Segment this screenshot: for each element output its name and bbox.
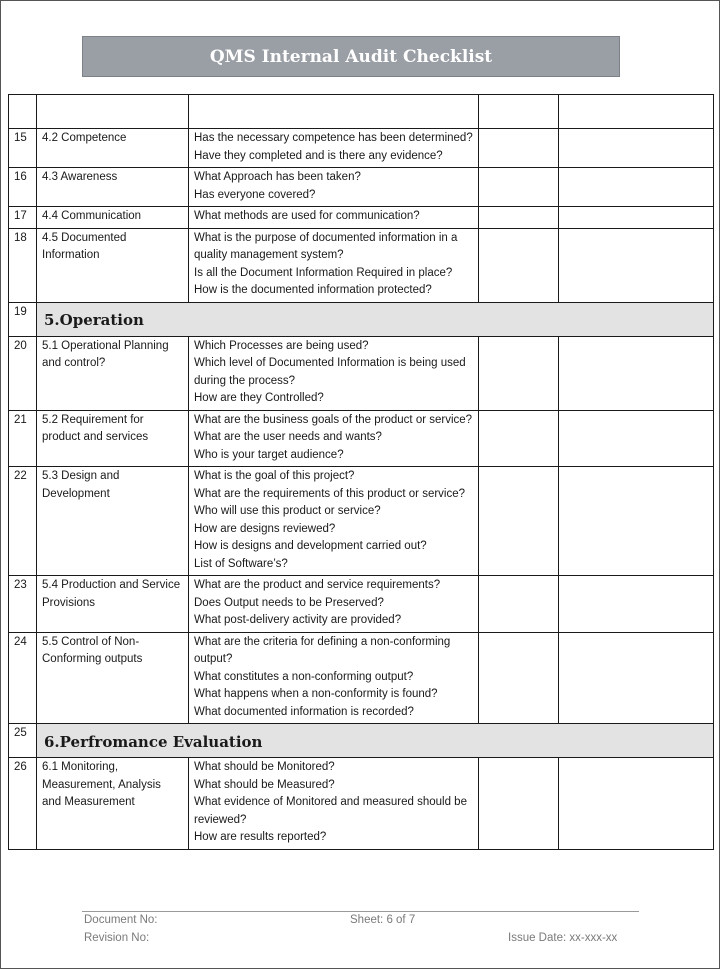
remarks-cell (559, 228, 714, 302)
remarks-cell (559, 410, 714, 467)
audit-question: How are they Controlled? (194, 392, 324, 404)
questions-cell (189, 129, 479, 168)
audit-question: What constitutes a non-conforming output? (194, 670, 414, 683)
remarks-cell (559, 336, 714, 410)
document-number-label: Document No: (84, 914, 158, 926)
evidence-cell (479, 467, 559, 576)
clause-cell: 5.5 Control of Non-Conforming outputs (37, 632, 189, 724)
clause-cell: 5.3 Design and Development (37, 467, 189, 576)
header-cell (37, 95, 189, 129)
remarks-cell (559, 467, 714, 576)
row-number: 19 (9, 302, 37, 336)
clause-cell: 6.1 Monitoring, Measurement, Analysis and Measurement (37, 758, 189, 850)
table-row (9, 467, 714, 576)
audit-question: Is all the Document Information Required in place? (194, 266, 453, 279)
audit-question: How are results reported? (194, 831, 327, 843)
clause-cell: 5.1 Operational Planning and control? (37, 336, 189, 410)
audit-question: Who will use this product or service? (194, 505, 381, 517)
audit-question: What are the user needs and wants? (194, 431, 382, 443)
remarks-cell (559, 632, 714, 724)
header-cell (189, 95, 479, 129)
clause-cell: 4.5 Documented Information (37, 228, 189, 302)
audit-question: What methods are used for communication? (194, 210, 420, 222)
row-number: 25 (9, 724, 37, 758)
audit-question: What is the purpose of documented information in a quality management system? (194, 231, 458, 261)
audit-question: Does Output needs to be Preserved? (194, 596, 384, 609)
evidence-cell (479, 228, 559, 302)
section-title: 5.Operation (37, 302, 714, 336)
row-number: 23 (9, 576, 37, 633)
clause-cell: 5.4 Production and Service Provisions (37, 576, 189, 633)
clause-cell: 4.3 Awareness (37, 168, 189, 207)
clause-cell: 5.2 Requirement for product and services (37, 410, 189, 467)
table-row (9, 168, 714, 207)
row-number: 15 (9, 129, 37, 168)
audit-question: What Approach has been taken? (194, 171, 361, 183)
audit-question: Has everyone covered? (194, 188, 316, 201)
questions-cell (189, 758, 479, 850)
audit-checklist-table (8, 94, 714, 850)
audit-question: What documented information is recorded? (194, 705, 414, 718)
evidence-cell (479, 632, 559, 724)
audit-question: What is the goal of this project? (194, 470, 355, 482)
header-cell (479, 95, 559, 129)
row-number: 17 (9, 207, 37, 229)
audit-question: How is designs and development carried out? (194, 540, 427, 552)
audit-question: How is the documented information protected? (194, 284, 432, 296)
questions-cell (189, 576, 479, 633)
remarks-cell (559, 758, 714, 850)
row-number: 21 (9, 410, 37, 467)
audit-question: What should be Monitored? (194, 761, 335, 773)
audit-table-body (9, 95, 714, 850)
table-row (9, 228, 714, 302)
questions-cell (189, 410, 479, 467)
clause-cell: 4.4 Communication (37, 207, 189, 229)
footer-divider (82, 911, 639, 912)
row-number: 16 (9, 168, 37, 207)
row-number: 22 (9, 467, 37, 576)
audit-question: What should be Measured? (194, 778, 335, 791)
audit-question: Has the necessary competence has been determined? (194, 132, 473, 144)
remarks-cell (559, 168, 714, 207)
audit-question: What post-delivery activity are provided? (194, 614, 402, 626)
remarks-cell (559, 576, 714, 633)
header-cell (559, 95, 714, 129)
row-number: 26 (9, 758, 37, 850)
audit-question: Have they completed and is there any evidence? (194, 149, 443, 162)
table-row (9, 207, 714, 229)
questions-cell (189, 207, 479, 229)
evidence-cell (479, 410, 559, 467)
audit-question: How are designs reviewed? (194, 522, 336, 535)
questions-cell (189, 228, 479, 302)
table-row (9, 576, 714, 633)
audit-question: Which Processes are being used? (194, 339, 369, 352)
questions-cell (189, 336, 479, 410)
table-header-row (9, 95, 714, 129)
row-number: 20 (9, 336, 37, 410)
section-header-row (9, 724, 714, 758)
questions-cell (189, 168, 479, 207)
table-row (9, 758, 714, 850)
questions-cell (189, 467, 479, 576)
table-row (9, 410, 714, 467)
issue-date: Issue Date: xx-xxx-xx (508, 932, 618, 944)
section-title: 6.Perfromance Evaluation (37, 724, 714, 758)
audit-question: Who is your target audience? (194, 448, 344, 461)
audit-question: What are the product and service requirements? (194, 579, 441, 591)
audit-question: What are the requirements of this product or service? (194, 487, 466, 500)
audit-question: What are the business goals of the product or service? (194, 413, 473, 426)
evidence-cell (479, 129, 559, 168)
page-title: QMS Internal Audit Checklist (82, 36, 620, 77)
audit-question: List of Software’s? (194, 557, 288, 570)
remarks-cell (559, 207, 714, 229)
row-number: 24 (9, 632, 37, 724)
audit-question: What are the criteria for defining a non-conforming output? (194, 635, 451, 665)
questions-cell (189, 632, 479, 724)
table-row (9, 336, 714, 410)
table-row (9, 632, 714, 724)
remarks-cell (559, 129, 714, 168)
table-row (9, 129, 714, 168)
audit-question: What evidence of Monitored and measured should be reviewed? (194, 796, 467, 826)
audit-question: Which level of Documented Information is being used during the process? (194, 357, 466, 387)
section-header-row (9, 302, 714, 336)
evidence-cell (479, 576, 559, 633)
row-number: 18 (9, 228, 37, 302)
header-cell (9, 95, 37, 129)
revision-number-label: Revision No: (84, 932, 150, 944)
sheet-number: Sheet: 6 of 7 (350, 914, 416, 926)
evidence-cell (479, 336, 559, 410)
evidence-cell (479, 207, 559, 229)
evidence-cell (479, 168, 559, 207)
evidence-cell (479, 758, 559, 850)
audit-question: What happens when a non-conformity is found? (194, 688, 438, 700)
clause-cell: 4.2 Competence (37, 129, 189, 168)
